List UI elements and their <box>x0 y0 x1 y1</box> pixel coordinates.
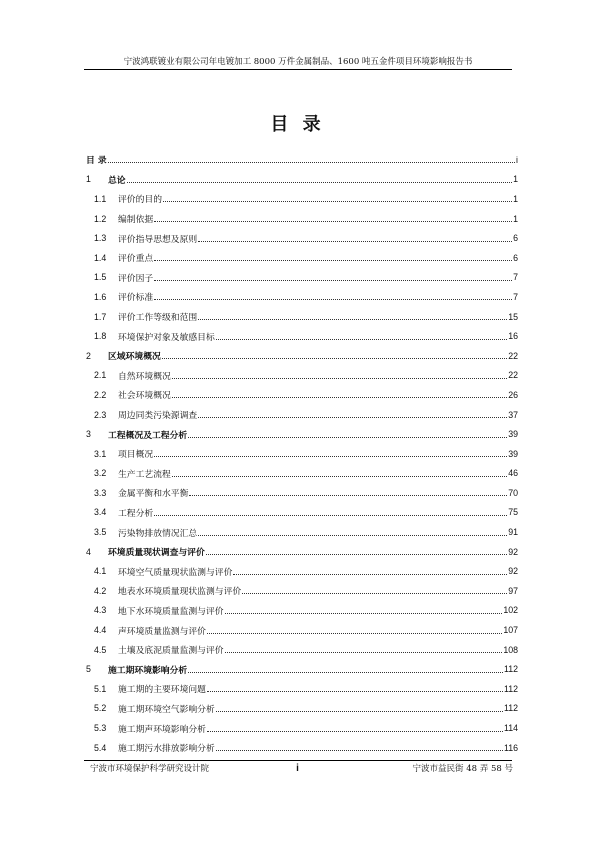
toc-entry-page: 91 <box>508 527 518 538</box>
toc-entry-label: 社会环境概况 <box>118 391 171 402</box>
toc-entry-number: 4 <box>86 546 91 557</box>
toc-entry-number: 1.2 <box>94 213 107 224</box>
toc-entry-label: 污染物排放情况汇总 <box>118 528 198 539</box>
toc-entry-number: 2.2 <box>94 389 107 400</box>
toc-entry-number: 4.5 <box>94 644 107 655</box>
toc-entry-page: 46 <box>508 468 518 479</box>
toc-entry-page: 39 <box>508 429 518 440</box>
toc-entry-label: 工程概况及工程分析 <box>108 430 188 441</box>
dot-leader <box>198 535 507 536</box>
toc-entry-number: 5.1 <box>94 683 107 694</box>
toc-entry-number: 1.4 <box>94 252 107 263</box>
toc-entry-number: 1.6 <box>94 291 107 302</box>
toc-entry[interactable] <box>84 170 518 190</box>
toc-entry[interactable] <box>84 150 518 170</box>
toc-entry[interactable] <box>84 209 518 229</box>
toc-entry[interactable] <box>84 268 518 288</box>
dot-leader <box>127 182 512 183</box>
toc-entry-number: 4.1 <box>94 566 107 577</box>
toc-entry-label: 金属平衡和水平衡 <box>118 489 189 500</box>
toc-entry[interactable] <box>84 346 518 366</box>
toc-entry-number: 3.5 <box>94 527 107 538</box>
toc-entry-label: 地表水环境质量现状监测与评价 <box>118 587 242 598</box>
toc-entry-page: 108 <box>503 644 518 655</box>
toc-entry-label: 周边同类污染源调查 <box>118 411 198 422</box>
toc-entry-number: 2.1 <box>94 370 107 381</box>
toc-entry-label: 环境空气质量现状监测与评价 <box>118 567 233 578</box>
toc-entry[interactable] <box>84 424 518 444</box>
toc-entry[interactable] <box>84 444 518 464</box>
dot-leader <box>198 319 507 320</box>
dot-leader <box>198 417 507 418</box>
dot-leader <box>216 339 507 340</box>
toc-entry[interactable] <box>84 679 518 699</box>
toc-entry-number: 3.1 <box>94 448 107 459</box>
toc-entry[interactable] <box>84 738 518 758</box>
toc-entry-label: 评价指导思想及原则 <box>118 234 198 245</box>
dot-leader <box>188 437 507 438</box>
toc-entry[interactable] <box>84 287 518 307</box>
toc-entry[interactable] <box>84 483 518 503</box>
toc-entry-page: 26 <box>508 389 518 400</box>
toc-entry-page: 7 <box>513 291 518 302</box>
toc-entry-label: 评价标准 <box>118 293 154 304</box>
toc-entry-label: 施工期环境影响分析 <box>108 665 188 676</box>
toc-entry-number: 5.3 <box>94 723 107 734</box>
toc-entry-number: 4.2 <box>94 585 107 596</box>
toc-entry[interactable] <box>84 326 518 346</box>
dot-leader <box>225 652 503 653</box>
toc-entry-number: 2.3 <box>94 409 107 420</box>
dot-leader <box>188 672 503 673</box>
toc-entry-number: 1.5 <box>94 272 107 283</box>
toc-entry[interactable] <box>84 307 518 327</box>
toc-entry-label: 土壤及底泥质量监测与评价 <box>118 646 224 657</box>
toc-entry-page: 112 <box>503 664 518 675</box>
toc-entry-page: 22 <box>508 370 518 381</box>
dot-leader <box>154 221 512 222</box>
toc-entry-label: 项目概况 <box>118 450 154 461</box>
toc-entry-number: 5.4 <box>94 742 107 753</box>
toc-entry-number: 5 <box>86 664 91 675</box>
toc-entry-page: 114 <box>503 723 518 734</box>
toc-entry-label: 施工期声环境影响分析 <box>118 724 206 735</box>
toc-entry-number: 1.7 <box>94 311 107 322</box>
toc-entry-label: 施工期的主要环境问题 <box>118 685 206 696</box>
toc-entry[interactable] <box>84 228 518 248</box>
toc-entry-number: 3.4 <box>94 507 107 518</box>
dot-leader <box>154 456 507 457</box>
toc-entry-number: 2 <box>86 350 91 361</box>
toc-entry-label: 施工期污水排放影响分析 <box>118 744 215 755</box>
toc-entry-number: 4.3 <box>94 605 107 616</box>
toc-entry-label: 评价因子 <box>118 273 154 284</box>
toc-entry-label: 编制依据 <box>118 215 154 226</box>
dot-leader <box>172 397 507 398</box>
toc-entry-page: 102 <box>503 605 518 616</box>
toc-entry-page: 16 <box>508 331 518 342</box>
toc-entry-number: 3.3 <box>94 487 107 498</box>
dot-leader <box>216 750 503 751</box>
header-divider <box>84 69 512 70</box>
toc-entry[interactable] <box>84 464 518 484</box>
toc-entry-page: 37 <box>508 409 518 420</box>
toc-entry-number: 1.1 <box>94 193 107 204</box>
dot-leader <box>198 241 512 242</box>
page-title: 目 录 <box>270 114 325 135</box>
running-header: 宁波鸿联镀业有限公司年电镀加工 8000 万件金属制品、1600 吨五金件项目环境影响报告书 <box>123 57 473 67</box>
dot-leader <box>163 201 512 202</box>
toc-entry-number: 5.2 <box>94 703 107 714</box>
toc-entry[interactable] <box>84 718 518 738</box>
toc-entry-label: 评价工作等级和范围 <box>118 313 198 324</box>
dot-leader <box>154 280 512 281</box>
toc-entry[interactable] <box>84 366 518 386</box>
toc-entry[interactable] <box>84 620 518 640</box>
toc-entry-page: 6 <box>513 252 518 263</box>
dot-leader <box>189 495 507 496</box>
dot-leader <box>207 633 502 634</box>
toc-entry-label: 目 录 <box>86 156 107 167</box>
toc-entry-page: 7 <box>513 272 518 283</box>
toc-entry-page: 75 <box>508 507 518 518</box>
toc-entry[interactable] <box>84 640 518 660</box>
toc-entry-label: 地下水环境质量监测与评价 <box>118 606 224 617</box>
toc-entry-label: 工程分析 <box>118 508 154 519</box>
toc-entry-number: 1.3 <box>94 233 107 244</box>
toc-entry-page: 1 <box>513 213 518 224</box>
toc-entry-page: 70 <box>508 487 518 498</box>
page-number: i <box>296 763 299 774</box>
dot-leader <box>154 299 512 300</box>
toc-entry-page: 112 <box>503 683 518 694</box>
toc-entry-page: 97 <box>508 585 518 596</box>
toc-entry[interactable] <box>84 189 518 209</box>
table-of-contents <box>84 150 518 757</box>
toc-entry[interactable] <box>84 601 518 621</box>
dot-leader <box>154 260 512 261</box>
toc-entry[interactable] <box>84 659 518 679</box>
footer-divider <box>84 760 512 761</box>
toc-entry-label: 声环境质量监测与评价 <box>118 626 206 637</box>
dot-leader <box>206 554 507 555</box>
dot-leader <box>242 593 507 594</box>
toc-entry-label: 环境质量现状调查与评价 <box>108 548 205 559</box>
toc-entry-page: 116 <box>503 742 518 753</box>
toc-entry-page: 112 <box>503 703 518 714</box>
toc-entry[interactable] <box>84 581 518 601</box>
toc-entry-number: 1 <box>86 174 91 185</box>
toc-entry[interactable] <box>84 405 518 425</box>
toc-entry[interactable] <box>84 561 518 581</box>
dot-leader <box>172 378 507 379</box>
toc-entry-label: 评价的目的 <box>118 195 162 206</box>
toc-entry-label: 评价重点 <box>118 254 154 265</box>
dot-leader <box>108 162 515 163</box>
dot-leader <box>207 691 503 692</box>
toc-entry[interactable] <box>84 542 518 562</box>
dot-leader <box>172 476 507 477</box>
toc-entry-page: 15 <box>508 311 518 322</box>
toc-entry[interactable] <box>84 248 518 268</box>
toc-entry-page: 92 <box>508 546 518 557</box>
toc-entry-label: 区域环境概况 <box>108 352 161 363</box>
toc-entry[interactable] <box>84 385 518 405</box>
toc-entry-page: 22 <box>508 350 518 361</box>
toc-entry-page: 39 <box>508 448 518 459</box>
toc-entry-page: 6 <box>513 233 518 244</box>
toc-entry-label: 施工期环境空气影响分析 <box>118 704 215 715</box>
footer-address: 宁波市益民街 48 弄 58 号 <box>412 764 513 774</box>
dot-leader <box>162 358 507 359</box>
toc-entry-label: 生产工艺流程 <box>118 469 171 480</box>
toc-entry-label: 环境保护对象及敏感目标 <box>118 332 215 343</box>
dot-leader <box>233 574 507 575</box>
footer-institution: 宁波市环境保护科学研究设计院 <box>90 764 210 774</box>
dot-leader <box>216 711 503 712</box>
dot-leader <box>207 731 503 732</box>
toc-entry-page: i <box>516 154 518 165</box>
toc-entry[interactable] <box>84 503 518 523</box>
toc-entry-page: 107 <box>503 625 518 636</box>
toc-entry[interactable] <box>84 699 518 719</box>
toc-entry-number: 3.2 <box>94 468 107 479</box>
toc-entry-page: 92 <box>508 566 518 577</box>
toc-entry[interactable] <box>84 522 518 542</box>
toc-entry-number: 4.4 <box>94 625 107 636</box>
toc-entry-label: 自然环境概况 <box>118 371 171 382</box>
toc-entry-page: 1 <box>513 174 518 185</box>
toc-entry-label: 总论 <box>108 175 126 186</box>
dot-leader <box>225 613 503 614</box>
dot-leader <box>154 515 507 516</box>
toc-entry-number: 1.8 <box>94 331 107 342</box>
toc-entry-number: 3 <box>86 429 91 440</box>
toc-entry-page: 1 <box>513 193 518 204</box>
